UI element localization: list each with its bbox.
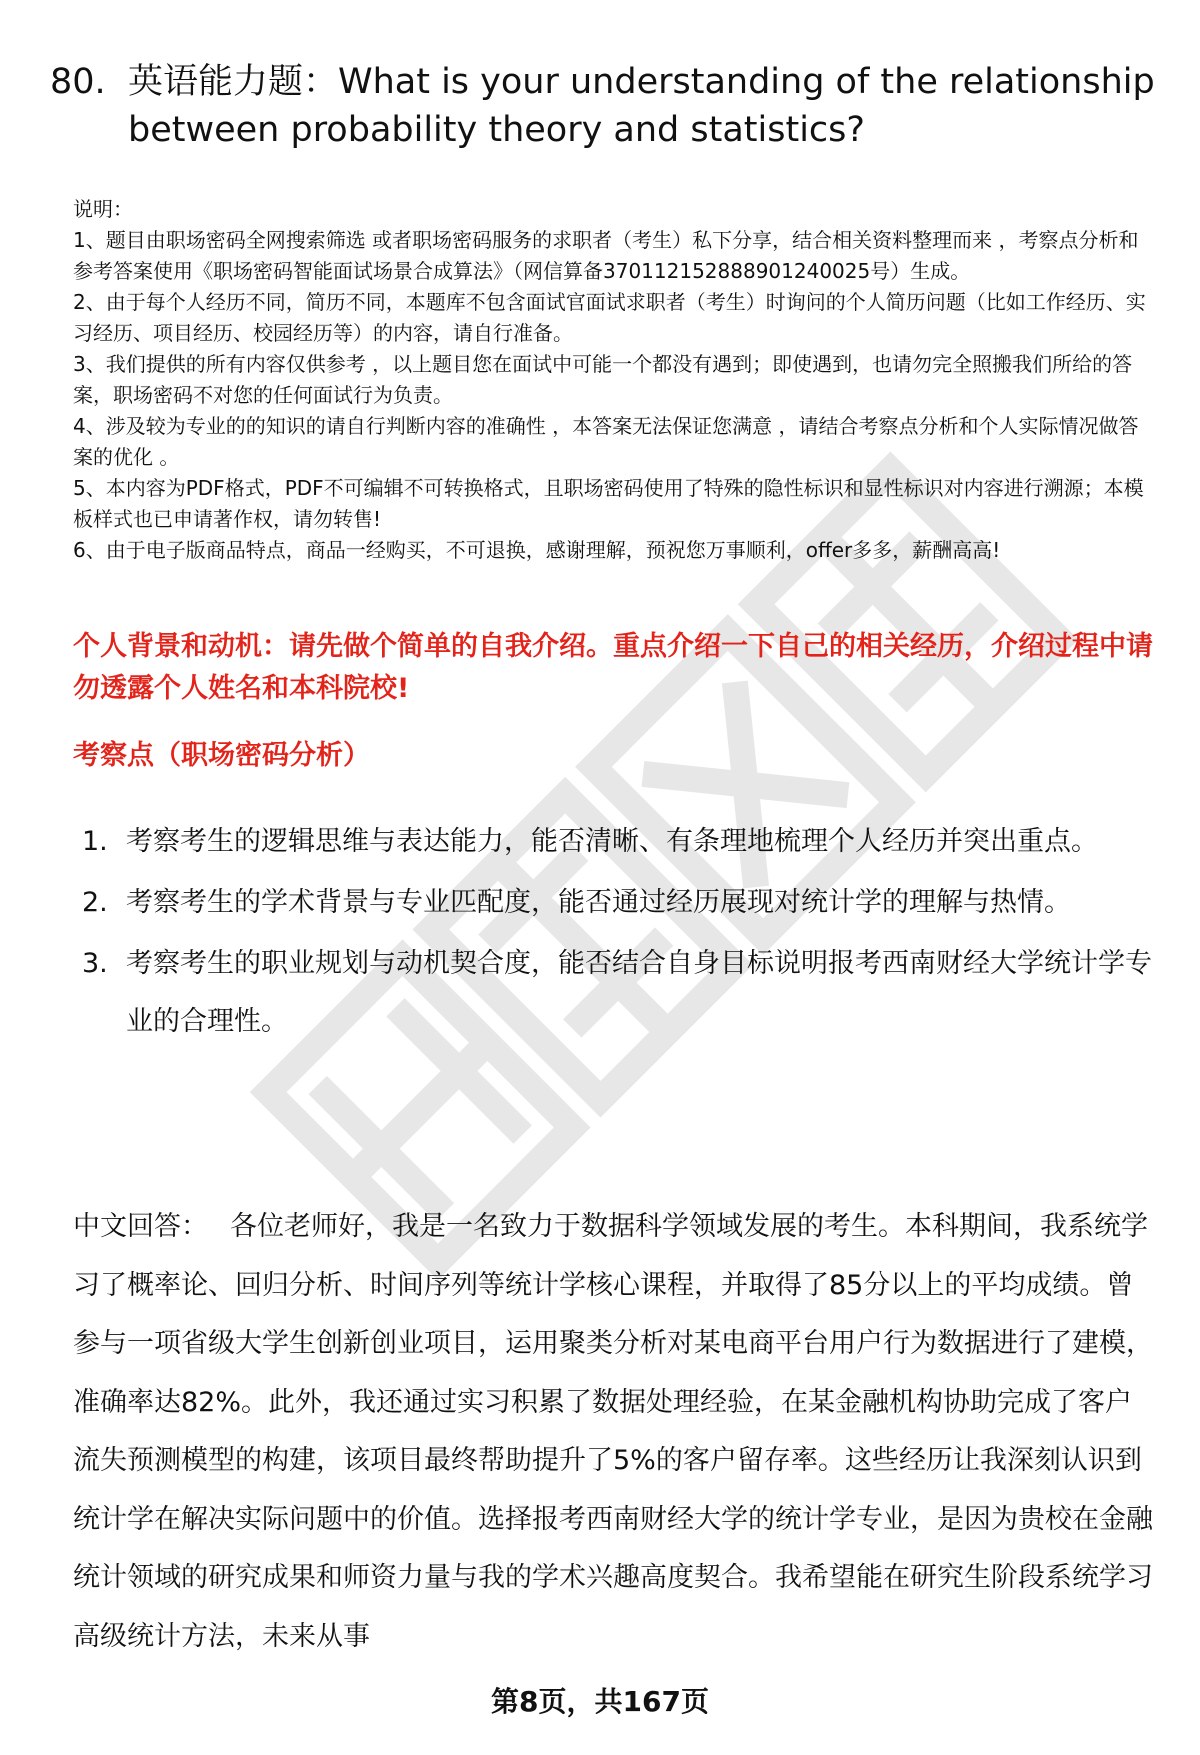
list-item <box>82 935 1152 1051</box>
note-item: 3、我们提供的所有内容仅供参考 ，以上题目您在面试中可能一个都没有遇到；即使遇到，也请勿完全照搬我们所给的答案，职场密码不对您的任何面试行为负责。 <box>73 352 1133 407</box>
notes-title: 说明： <box>73 197 133 221</box>
analysis-points-list <box>82 813 1152 1054</box>
list-item <box>82 813 1152 871</box>
question-title <box>50 58 1160 154</box>
list-item <box>82 874 1152 932</box>
note-item: 2、由于每个人经历不同，简历不同，本题库不包含面试官面试求职者（考生）时询问的个人简历问题（比如工作经历、实习经历、项目经历、校园经历等）的内容，请自行准备。 <box>73 290 1146 345</box>
answer-text: 各位老师好，我是一名致力于数据科学领域发展的考生。本科期间，我系统学习了概率论、回归分析、时间序列等统计学核心课程，并取得了85分以上的平均成绩。曾参与一项省级大学生创新创业项目，运用聚类分析对某电商平台用户行为数据进行了建模，准确率达82%。此外，我还通过实习积累了数据处理经验，在某金融机构协助完成了客户流失预测模型的构建，该项目最终帮助提升了5%的客户留存率。这些经历让我深刻认识到统计学在解决实际问题中的价值。选择报考西南财经大学的统计学专业，是因为贵校在金融统计领域的研究成果和师资力量与我的学术兴趣高度契合。我希望能在研究生阶段系统学习高级统计方法，未来从事 <box>73 1211 1153 1652</box>
list-item-number: 1. <box>82 826 108 857</box>
note-item: 1、题目由职场密码全网搜索筛选 或者职场密码服务的求职者（考生）私下分享，结合相关资料整理而来 ，考察点分析和参考答案使用《职场密码智能面试场景合成算法》（网信算备370112152888901240025号）生成。 <box>73 228 1139 283</box>
list-item-text: 考察考生的逻辑思维与表达能力，能否清晰、有条理地梳理个人经历并突出重点。 <box>126 826 1098 857</box>
list-item-number: 3. <box>82 948 108 979</box>
notes-block <box>73 194 1158 566</box>
list-item-text: 考察考生的职业规划与动机契合度，能否结合自身目标说明报考西南财经大学统计学专业的合理性。 <box>126 948 1152 1037</box>
analysis-title: 考察点（职场密码分析） <box>73 740 370 771</box>
question-number: 80. <box>50 62 106 102</box>
note-item: 6、由于电子版商品特点，商品一经购买，不可退换，感谢理解，预祝您万事顺利，offer多多，薪酬高高! <box>73 538 1001 562</box>
section-heading: 个人背景和动机：请先做个简单的自我介绍。重点介绍一下自己的相关经历，介绍过程中请勿透露个人姓名和本科院校! <box>73 631 1153 704</box>
answer-label: 中文回答： <box>73 1211 208 1242</box>
page-number: 第8页，共167页 <box>491 1685 709 1718</box>
question-text: 英语能力题：What is your understanding of the relationship between probability theory and statistics? <box>128 62 1155 150</box>
list-item-number: 2. <box>82 887 108 918</box>
answer-block <box>73 1198 1158 1666</box>
list-item-text: 考察考生的学术背景与专业匹配度，能否通过经历展现对统计学的理解与热情。 <box>126 887 1071 918</box>
note-item: 5、本内容为PDF格式，PDF不可编辑不可转换格式，且职场密码使用了特殊的隐性标识和显性标识对内容进行溯源；本模板样式也已申请著作权，请勿转售! <box>73 476 1144 531</box>
note-item: 4、涉及较为专业的的知识的请自行判断内容的准确性 ，本答案无法保证您满意 ，请结合考察点分析和个人实际情况做答案的优化 。 <box>73 414 1139 469</box>
